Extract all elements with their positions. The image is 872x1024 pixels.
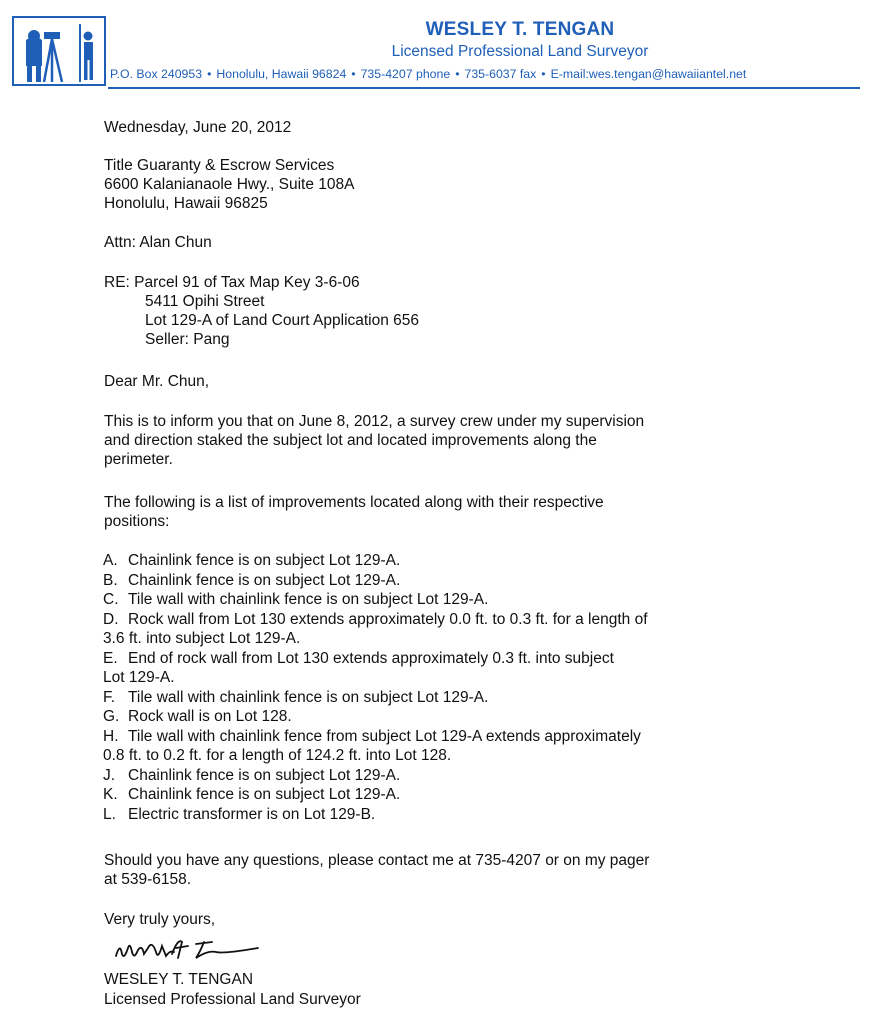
list-item — [103, 551, 648, 571]
paragraph-line: The following is a list of improvements located along with their respective — [104, 494, 604, 511]
list-item — [103, 590, 648, 610]
bullet-separator: • — [455, 67, 460, 81]
item-text: Chainlink fence is on subject Lot 129-A. — [128, 571, 401, 589]
item-continuation: 0.8 ft. to 0.2 ft. for a length of 124.2 ft. into Lot 128. — [103, 747, 452, 764]
letterhead-name: WESLEY T. TENGAN — [425, 19, 615, 40]
list-item — [103, 649, 648, 669]
list-item — [103, 571, 648, 591]
item-text: Tile wall with chainlink fence is on subject Lot 129-A. — [128, 688, 489, 706]
list-item — [103, 805, 648, 825]
fax: 735-6037 fax — [464, 67, 537, 81]
item-letter: D. — [103, 610, 119, 628]
list-item — [103, 688, 648, 708]
salutation: Dear Mr. Chun, — [104, 373, 210, 390]
item-letter: C. — [103, 591, 119, 608]
list-item — [103, 707, 648, 727]
subject-line-3: Lot 129-A of Land Court Application 656 — [145, 312, 420, 329]
po-box: P.O. Box 240953 — [110, 67, 203, 81]
attention-line: Attn: Alan Chun — [104, 234, 212, 251]
recipient-street: 6600 Kalanianaole Hwy., Suite 108A — [104, 176, 355, 193]
email: E-mail:wes.tengan@hawaiiantel.net — [550, 67, 747, 81]
subject-line-2: 5411 Opihi Street — [145, 293, 265, 310]
bullet-separator: • — [351, 67, 356, 81]
signatory-title: Licensed Professional Land Surveyor — [104, 991, 361, 1008]
surveyor-logo-icon — [12, 16, 106, 86]
city: Honolulu, Hawaii 96824 — [216, 67, 347, 81]
item-text: Electric transformer is on Lot 129-B. — [128, 805, 376, 823]
item-text: Chainlink fence is on subject Lot 129-A. — [128, 552, 401, 569]
item-letter: J. — [103, 766, 116, 784]
item-text: Tile wall with chainlink fence from subject Lot 129-A extends approximately — [128, 727, 641, 745]
item-letter: L. — [103, 805, 116, 823]
subject-line-1: RE: Parcel 91 of Tax Map Key 3-6-06 — [104, 274, 360, 291]
item-letter: B. — [103, 571, 118, 589]
list-item — [103, 785, 648, 805]
paragraph-line: Should you have any questions, please contact me at 735-4207 or on my pager — [104, 852, 650, 869]
item-text: Tile wall with chainlink fence is on subject Lot 129-A. — [128, 591, 489, 608]
item-continuation: 3.6 ft. into subject Lot 129-A. — [103, 630, 301, 647]
item-text: Rock wall from Lot 130 extends approximately 0.0 ft. to 0.3 ft. for a length of — [128, 610, 648, 628]
bullet-separator: • — [207, 67, 212, 81]
recipient-address — [104, 156, 354, 213]
item-continuation: Lot 129-A. — [103, 669, 175, 686]
item-text: Chainlink fence is on subject Lot 129-A. — [128, 766, 401, 784]
letterhead — [0, 0, 872, 100]
paragraph-line: This is to inform you that on June 8, 2012, a survey crew under my supervision — [104, 413, 645, 430]
paragraph-line: positions: — [104, 513, 170, 530]
handwritten-signature — [112, 930, 262, 966]
list-intro-paragraph — [104, 493, 744, 531]
item-text: End of rock wall from Lot 130 extends approximately 0.3 ft. into subject — [128, 649, 614, 667]
recipient-city: Honolulu, Hawaii 96825 — [104, 195, 268, 212]
bullet-separator: • — [541, 67, 546, 81]
item-letter: F. — [103, 688, 116, 706]
recipient-company: Title Guaranty & Escrow Services — [104, 157, 335, 174]
improvements-list — [103, 551, 648, 824]
letterhead-contact — [110, 67, 746, 81]
closing: Very truly yours, — [104, 911, 216, 928]
list-item — [103, 727, 648, 747]
phone: 735-4207 phone — [360, 67, 451, 81]
item-text: Chainlink fence is on subject Lot 129-A. — [128, 786, 401, 803]
letterhead-title: Licensed Professional Land Surveyor — [391, 43, 649, 60]
paragraph-line: at 539-6158. — [104, 871, 192, 888]
list-item — [103, 766, 648, 786]
letterhead-divider — [108, 87, 860, 89]
subject-block — [104, 273, 419, 349]
letter-date: Wednesday, June 20, 2012 — [104, 119, 292, 136]
item-letter: H. — [103, 727, 119, 745]
paragraph-line: perimeter. — [104, 451, 173, 468]
subject-line-4: Seller: Pang — [145, 331, 230, 348]
item-letter: A. — [103, 552, 118, 569]
signatory-name: WESLEY T. TENGAN — [104, 971, 254, 988]
paragraph-line: and direction staked the subject lot and located improvements along the — [104, 432, 597, 449]
list-item — [103, 610, 648, 630]
item-letter: K. — [103, 786, 118, 803]
item-text: Rock wall is on Lot 128. — [128, 708, 292, 725]
item-letter: G. — [103, 708, 120, 725]
item-letter: E. — [103, 649, 118, 667]
contact-paragraph — [104, 851, 764, 889]
intro-paragraph — [104, 412, 744, 469]
